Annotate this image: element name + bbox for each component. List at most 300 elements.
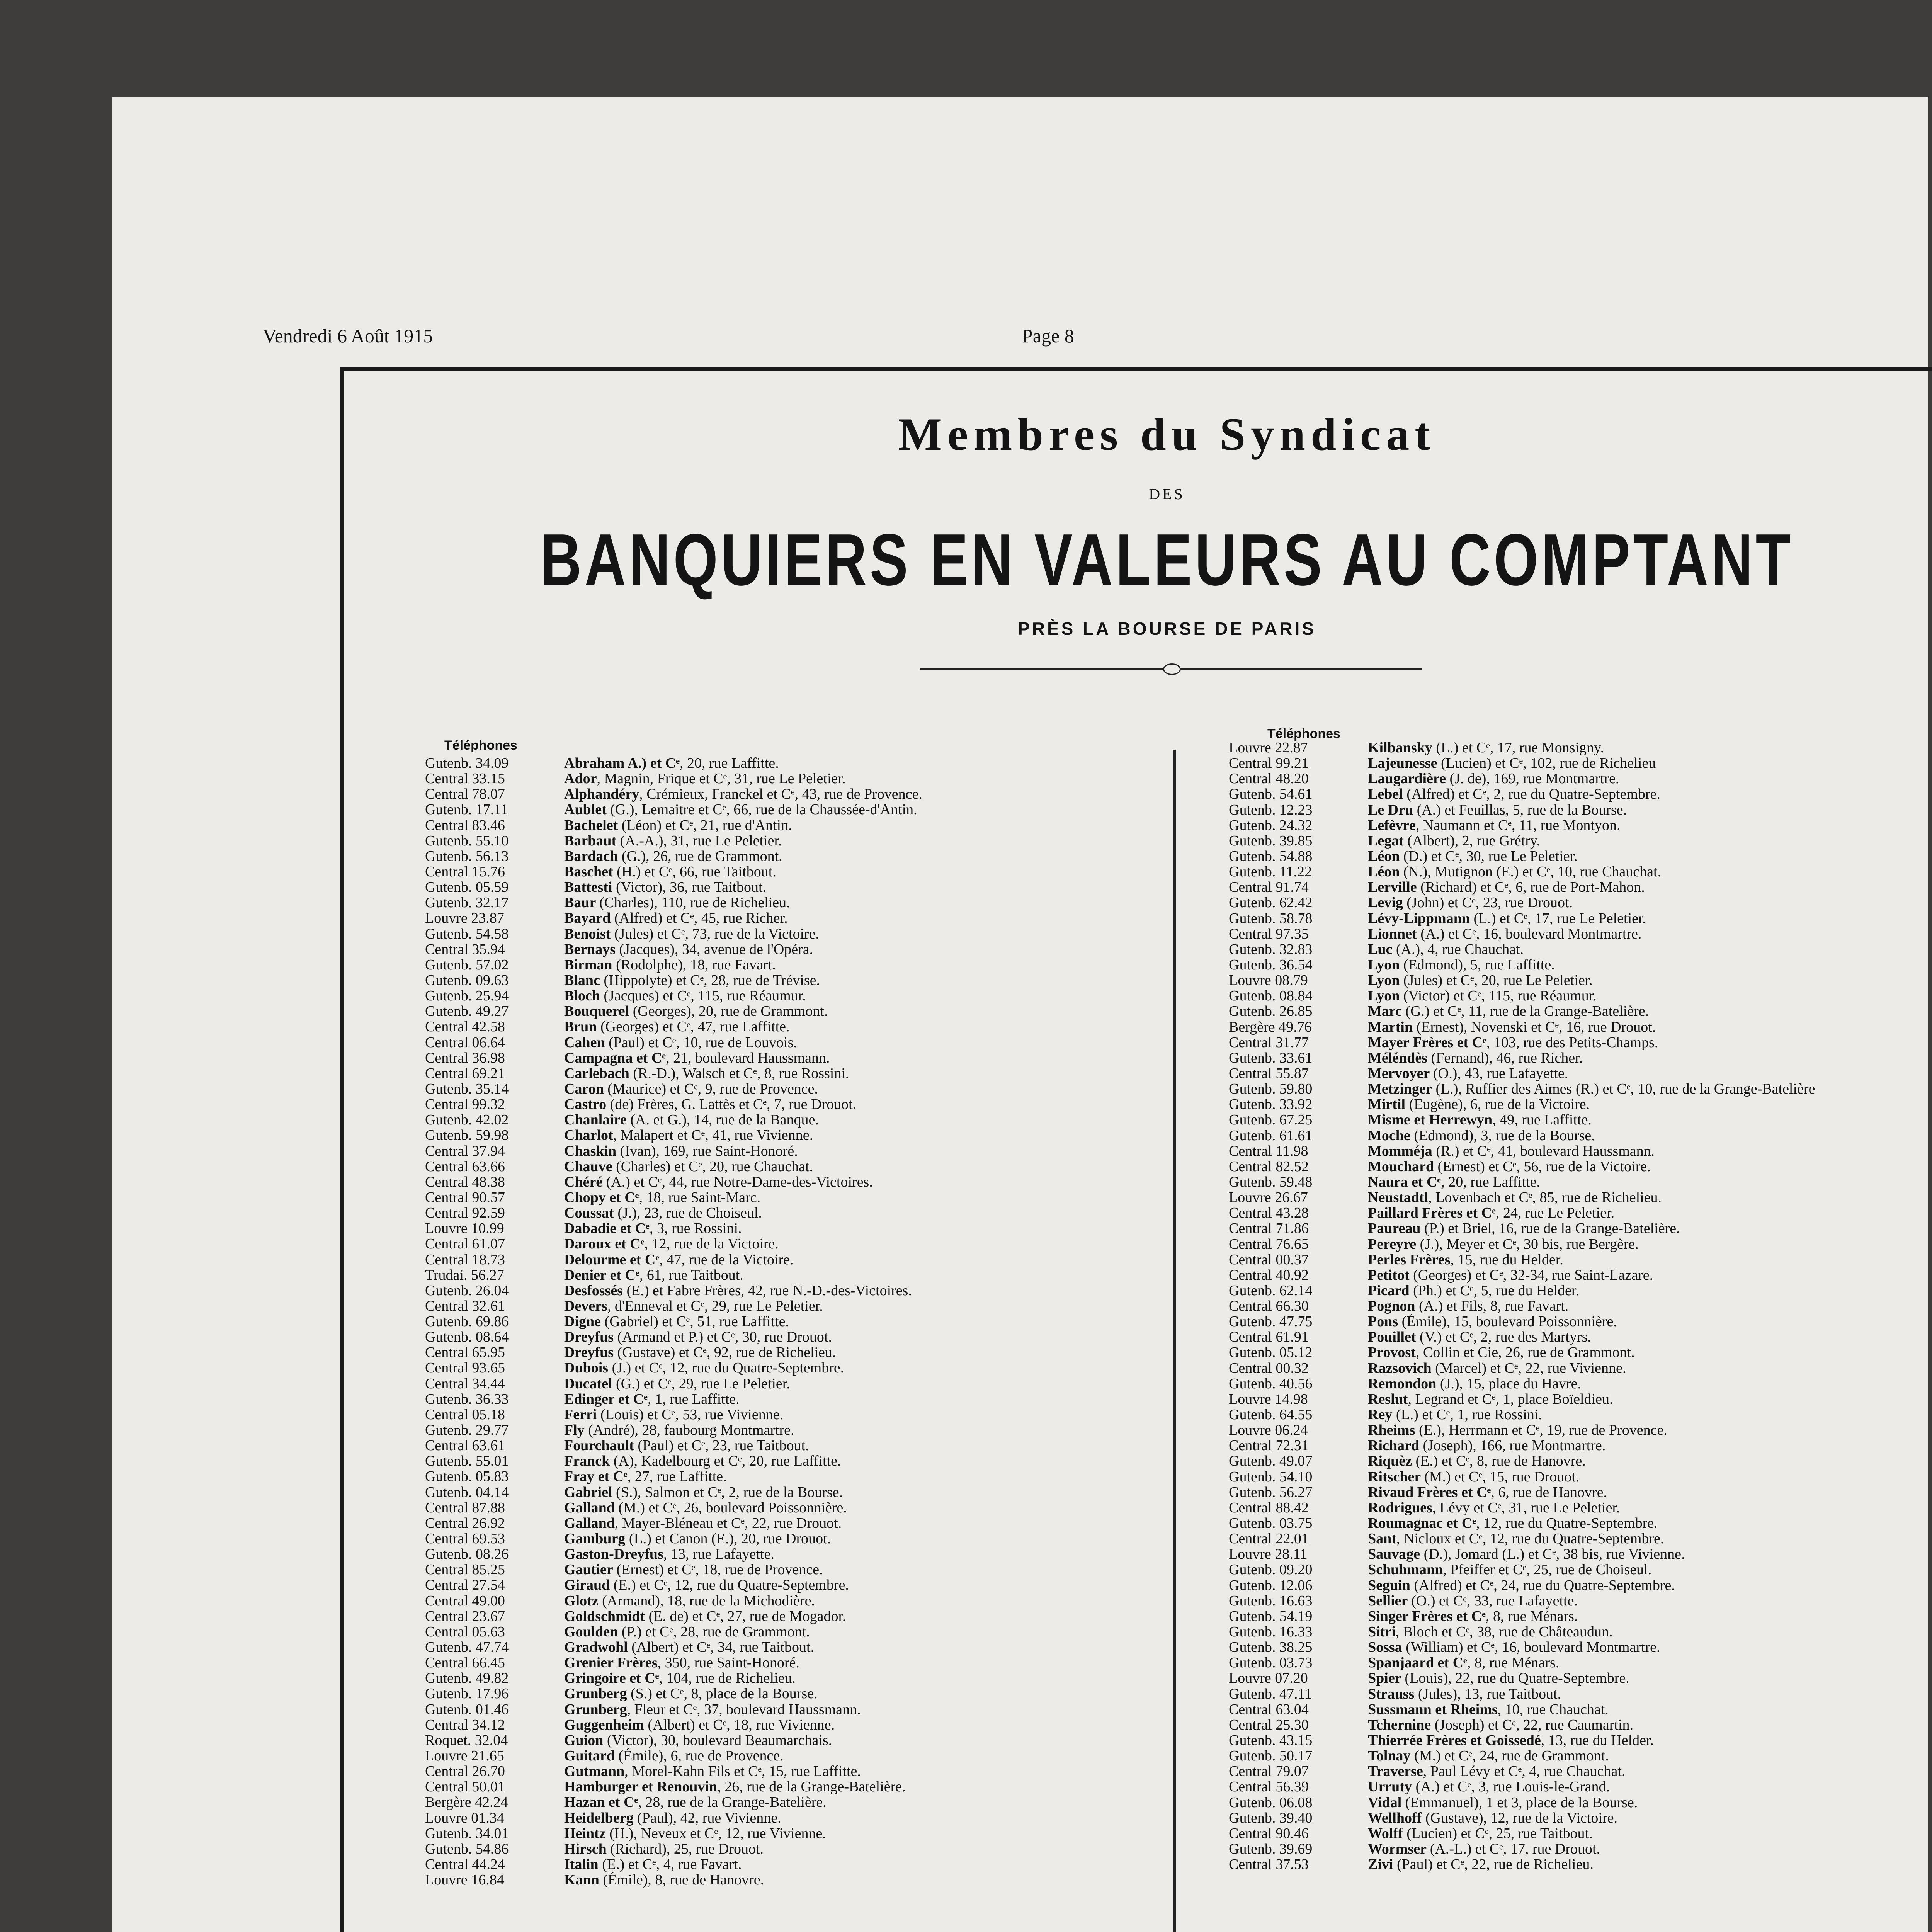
member-telephone: Central 05.18 (425, 1406, 505, 1423)
member-telephone: Gutenb. 54.88 (1229, 848, 1313, 864)
member-row (425, 1143, 1182, 1159)
member-telephone: Central 69.53 (425, 1531, 505, 1547)
member-name: Marc (G.) et Cᵉ, 11, rue de la Grange-Batelière. (1368, 1003, 1649, 1019)
member-name: Birman (Rodolphe), 18, rue Favart. (564, 957, 776, 973)
member-name: Dabadie et Cᵉ, 3, rue Rossini. (564, 1221, 742, 1236)
member-row (425, 1733, 1182, 1748)
member-row (425, 1376, 1182, 1391)
member-name: Chaskin (Ivan), 169, rue Saint-Honoré. (564, 1143, 798, 1159)
member-row (1229, 1515, 1932, 1531)
member-telephone: Central 72.31 (1229, 1438, 1309, 1454)
member-row (1229, 1438, 1932, 1453)
member-row (425, 1314, 1182, 1329)
member-telephone: Gutenb. 25.94 (425, 988, 509, 1004)
member-row (425, 833, 1182, 849)
member-telephone: Central 44.24 (425, 1856, 505, 1872)
member-row (1229, 786, 1932, 802)
member-row (1229, 1050, 1932, 1066)
member-name: Battesti (Victor), 36, rue Taitbout. (564, 879, 767, 895)
member-name: Lévy-Lippmann (L.) et Cᵉ, 17, rue Le Peletier. (1368, 910, 1646, 926)
member-name: Barbaut (A.-A.), 31, rue Le Peletier. (564, 833, 782, 849)
member-name: Legat (Albert), 2, rue Grétry. (1368, 833, 1540, 849)
member-telephone: Gutenb. 38.25 (1229, 1639, 1313, 1655)
member-name: Chéré (A.) et Cᵉ, 44, rue Notre-Dame-des-Victoires. (564, 1174, 873, 1190)
member-name: Ducatel (G.) et Cᵉ, 29, rue Le Peletier. (564, 1376, 790, 1391)
member-row (1229, 1578, 1932, 1593)
member-name: Grenier Frères, 350, rue Saint-Honoré. (564, 1655, 799, 1671)
member-telephone: Roquet. 32.04 (425, 1732, 508, 1748)
member-telephone: Central 40.92 (1229, 1267, 1309, 1283)
members-list-left (425, 755, 1182, 1888)
member-name: Sussmann et Rheims, 10, rue Chauchat. (1368, 1701, 1609, 1717)
member-telephone: Central 11.98 (1229, 1143, 1308, 1159)
member-telephone: Central 90.46 (1229, 1825, 1309, 1841)
member-telephone: Gutenb. 47.74 (425, 1639, 509, 1655)
member-row (1229, 1733, 1932, 1748)
member-row (1229, 1810, 1932, 1826)
member-telephone: Central 61.07 (425, 1236, 505, 1252)
member-telephone: Central 91.74 (1229, 879, 1309, 895)
member-telephone: Central 22.01 (1229, 1531, 1309, 1547)
member-telephone: Gutenb. 29.77 (425, 1422, 509, 1438)
member-name: Lyon (Edmond), 5, rue Laffitte. (1368, 957, 1555, 973)
member-telephone: Gutenb. 05.83 (425, 1469, 509, 1485)
member-row (1229, 1143, 1932, 1159)
member-name: Singer Frères et Cᵉ, 8, rue Ménars. (1368, 1608, 1578, 1624)
member-telephone: Central 90.57 (425, 1189, 505, 1206)
member-name: Desfossés (E.) et Fabre Frères, 42, rue N.-D.-des-Victoires. (564, 1282, 912, 1298)
member-telephone: Central 05.63 (425, 1624, 505, 1640)
member-name: Levig (John) et Cᵉ, 23, rue Drouot. (1368, 895, 1573, 911)
member-name: Gutmann, Morel-Kahn Fils et Cᵉ, 15, rue Laffitte. (564, 1764, 861, 1779)
member-telephone: Louvre 14.98 (1229, 1391, 1308, 1407)
member-row (1229, 1841, 1932, 1857)
main-heading: BANQUIERS EN VALEURS AU COMPTANT (540, 519, 1794, 601)
member-row (1229, 988, 1932, 1003)
member-telephone: Gutenb. 34.01 (425, 1825, 509, 1841)
member-row (425, 1345, 1182, 1360)
member-row (425, 1081, 1182, 1097)
member-row (1229, 1485, 1932, 1500)
member-row (425, 1221, 1182, 1236)
member-row (1229, 1826, 1932, 1841)
member-row (1229, 1128, 1932, 1143)
member-telephone: Gutenb. 33.92 (1229, 1097, 1313, 1112)
member-telephone: Gutenb. 54.61 (1229, 786, 1313, 802)
member-name: Pouillet (V.) et Cᵉ, 2, rue des Martyrs. (1368, 1329, 1591, 1345)
member-telephone: Gutenb. 62.14 (1229, 1282, 1313, 1299)
member-telephone: Gutenb. 54.86 (425, 1841, 509, 1857)
member-telephone: Gutenb. 17.96 (425, 1686, 509, 1702)
member-row (425, 771, 1182, 786)
member-name: Campagna et Cᵉ, 21, boulevard Haussmann. (564, 1050, 830, 1066)
member-name: Martin (Ernest), Novenski et Cᵉ, 16, rue Drouot. (1368, 1019, 1656, 1035)
member-row (1229, 818, 1932, 833)
member-name: Fourchault (Paul) et Cᵉ, 23, rue Taitbout. (564, 1438, 809, 1454)
member-name: Wolff (Lucien) et Cᵉ, 25, rue Taitbout. (1368, 1825, 1593, 1841)
member-telephone: Gutenb. 69.86 (425, 1314, 509, 1330)
member-row (1229, 1500, 1932, 1515)
member-name: Tolnay (M.) et Cᵉ, 24, rue de Grammont. (1368, 1748, 1609, 1764)
member-name: Fly (André), 28, faubourg Montmartre. (564, 1422, 794, 1438)
member-row (425, 1128, 1182, 1143)
member-name: Castro (de) Frères, G. Lattès et Cᵉ, 7, rue Drouot. (564, 1097, 857, 1112)
member-row (1229, 942, 1932, 957)
member-row (425, 942, 1182, 957)
member-telephone: Central 23.67 (425, 1608, 505, 1624)
member-name: Hirsch (Richard), 25, rue Drouot. (564, 1841, 764, 1857)
member-telephone: Gutenb. 06.08 (1229, 1794, 1313, 1810)
member-telephone: Gutenb. 39.69 (1229, 1841, 1313, 1857)
member-name: Denier et Cᵉ, 61, rue Taitbout. (564, 1267, 743, 1283)
member-name: Perles Frères, 15, rue du Helder. (1368, 1252, 1563, 1267)
member-name: Sellier (O.) et Cᵉ, 33, rue Lafayette. (1368, 1593, 1578, 1609)
member-name: Chauve (Charles) et Cᵉ, 20, rue Chauchat. (564, 1158, 813, 1174)
member-row (425, 1035, 1182, 1050)
member-telephone: Central 63.04 (1229, 1701, 1309, 1717)
member-name: Charlot, Malapert et Cᵉ, 41, rue Vivienne. (564, 1128, 813, 1143)
member-name: Grunberg, Fleur et Cᵉ, 37, boulevard Haussmann. (564, 1701, 861, 1717)
member-row (425, 1236, 1182, 1252)
running-date: Vendredi 6 Août 1915 (263, 325, 433, 347)
member-row (1229, 1624, 1932, 1639)
member-telephone: Gutenb. 39.40 (1229, 1810, 1313, 1826)
member-name: Laugardière (J. de), 169, rue Montmartre. (1368, 771, 1619, 787)
member-telephone: Central 48.38 (425, 1174, 505, 1190)
member-name: Zivi (Paul) et Cᵉ, 22, rue de Richelieu. (1368, 1857, 1594, 1872)
member-name: Carlebach (R.-D.), Walsch et Cᵉ, 8, rue Rossini. (564, 1065, 849, 1081)
member-row (1229, 1174, 1932, 1190)
member-row (425, 1298, 1182, 1314)
member-telephone: Central 93.65 (425, 1360, 505, 1376)
member-row (425, 1531, 1182, 1546)
member-name: Bachelet (Léon) et Cᵉ, 21, rue d'Antin. (564, 817, 792, 833)
member-name: Gautier (Ernest) et Cᵉ, 18, rue de Provence. (564, 1562, 823, 1578)
member-name: Mirtil (Eugène), 6, rue de la Victoire. (1368, 1097, 1590, 1112)
member-name: Gradwohl (Albert) et Cᵉ, 34, rue Taitbout. (564, 1639, 815, 1655)
member-row (1229, 1112, 1932, 1128)
member-row (425, 1485, 1182, 1500)
member-row (1229, 895, 1932, 910)
member-row (1229, 1019, 1932, 1035)
member-telephone: Central 66.30 (1229, 1298, 1309, 1314)
member-row (425, 1686, 1182, 1701)
member-row (425, 1097, 1182, 1112)
member-telephone: Louvre 08.79 (1229, 973, 1308, 988)
member-name: Dreyfus (Gustave) et Cᵉ, 92, rue de Richelieu. (564, 1345, 836, 1361)
member-name: Baschet (H.) et Cᵉ, 66, rue Taitbout. (564, 864, 776, 879)
member-name: Roumagnac et Cᵉ, 12, rue du Quatre-Septembre. (1368, 1515, 1658, 1531)
member-name: Lionnet (A.) et Cᵉ, 16, boulevard Montmartre. (1368, 926, 1642, 942)
member-row (1229, 1361, 1932, 1376)
member-name: Rey (L.) et Cᵉ, 1, rue Rossini. (1368, 1407, 1542, 1423)
member-telephone: Gutenb. 59.80 (1229, 1081, 1313, 1097)
page-title: Membres du Syndicat (898, 408, 1436, 460)
member-name: Lajeunesse (Lucien) et Cᵉ, 102, rue de Richelieu (1368, 755, 1656, 771)
member-telephone: Gutenb. 59.98 (425, 1128, 509, 1143)
member-telephone: Gutenb. 61.61 (1229, 1128, 1313, 1143)
member-row (1229, 1066, 1932, 1081)
member-row (1229, 1562, 1932, 1577)
member-row (1229, 1779, 1932, 1794)
telephones-label-left: Téléphones (444, 738, 517, 753)
member-telephone: Gutenb. 49.07 (1229, 1453, 1313, 1469)
member-row (425, 1205, 1182, 1221)
member-telephone: Central 00.37 (1229, 1252, 1309, 1267)
member-row (1229, 1252, 1932, 1267)
member-row (1229, 1376, 1932, 1391)
member-row (1229, 1469, 1932, 1485)
member-row (425, 864, 1182, 879)
member-name: Naura et Cᵉ, 20, rue Laffitte. (1368, 1174, 1541, 1190)
member-row (1229, 1639, 1932, 1655)
member-row (1229, 849, 1932, 864)
member-name: Spier (Louis), 22, rue du Quatre-Septembre. (1368, 1670, 1629, 1686)
member-telephone: Gutenb. 32.17 (425, 895, 509, 911)
member-name: Chanlaire (A. et G.), 14, rue de la Banque. (564, 1112, 819, 1128)
member-name: Lebel (Alfred) et Cᵉ, 2, rue du Quatre-Septembre. (1368, 786, 1660, 802)
member-telephone: Gutenb. 26.85 (1229, 1003, 1313, 1019)
member-name: Goldschmidt (E. de) et Cᵉ, 27, rue de Mogador. (564, 1608, 846, 1624)
member-row (425, 895, 1182, 910)
member-row (1229, 1422, 1932, 1438)
member-row (425, 1577, 1182, 1593)
member-row (1229, 1298, 1932, 1314)
member-row (425, 1810, 1182, 1826)
member-row (425, 1841, 1182, 1857)
member-telephone: Gutenb. 05.59 (425, 879, 509, 895)
member-telephone: Gutenb. 33.61 (1229, 1050, 1313, 1066)
member-row (1229, 802, 1932, 818)
member-name: Lerville (Richard) et Cᵉ, 6, rue de Port-Mahon. (1368, 879, 1645, 895)
member-name: Thierrée Frères et Goissedé, 13, rue du Helder. (1368, 1733, 1654, 1748)
member-telephone: Gutenb. 35.14 (425, 1081, 509, 1097)
member-row (425, 1794, 1182, 1810)
member-name: Provost, Collin et Cie, 26, rue de Grammont. (1368, 1345, 1635, 1361)
member-row (425, 1329, 1182, 1345)
member-name: Glotz (Armand), 18, rue de la Michodière. (564, 1593, 815, 1609)
member-telephone: Central 35.94 (425, 941, 505, 957)
member-telephone: Gutenb. 03.73 (1229, 1655, 1313, 1671)
member-name: Lefèvre, Naumann et Cᵉ, 11, rue Montyon. (1368, 817, 1621, 833)
member-telephone: Gutenb. 59.48 (1229, 1174, 1313, 1190)
member-telephone: Gutenb. 64.55 (1229, 1407, 1313, 1423)
member-name: Luc (A.), 4, rue Chauchat. (1368, 941, 1524, 957)
member-telephone: Gutenb. 47.75 (1229, 1314, 1313, 1330)
member-telephone: Central 83.46 (425, 817, 505, 833)
member-name: Léon (D.) et Cᵉ, 30, rue Le Peletier. (1368, 848, 1578, 864)
member-row (425, 910, 1182, 926)
member-telephone: Central 42.58 (425, 1019, 505, 1035)
member-name: Ferri (Louis) et Cᵉ, 53, rue Vivienne. (564, 1406, 784, 1422)
member-telephone: Central 43.28 (1229, 1205, 1309, 1221)
member-row (1229, 1546, 1932, 1562)
member-row (1229, 1190, 1932, 1205)
member-name: Abraham A.) et Cᵉ, 20, rue Laffitte. (564, 755, 779, 771)
member-row (1229, 1081, 1932, 1097)
member-telephone: Gutenb. 67.25 (1229, 1112, 1313, 1128)
member-row (1229, 1221, 1932, 1236)
member-row (1229, 1003, 1932, 1019)
member-row (1229, 864, 1932, 879)
member-name: Digne (Gabriel) et Cᵉ, 51, rue Laffitte. (564, 1314, 789, 1330)
member-row (425, 1174, 1182, 1190)
member-name: Tchernine (Joseph) et Cᵉ, 22, rue Caumartin. (1368, 1717, 1633, 1733)
member-telephone: Louvre 10.99 (425, 1221, 504, 1236)
member-row (425, 1624, 1182, 1639)
member-name: Pereyre (J.), Meyer et Cᵉ, 30 bis, rue Bergère. (1368, 1236, 1639, 1252)
member-name: Neustadtl, Lovenbach et Cᵉ, 85, rue de Richelieu. (1368, 1190, 1662, 1206)
member-telephone: Central 25.30 (1229, 1717, 1309, 1733)
member-telephone: Gutenb. 08.64 (425, 1329, 509, 1345)
member-name: Ritscher (M.) et Cᵉ, 15, rue Drouot. (1368, 1469, 1580, 1485)
member-name: Mervoyer (O.), 43, rue Lafayette. (1368, 1065, 1568, 1081)
member-telephone: Central 65.95 (425, 1345, 505, 1361)
column-divider (1173, 750, 1176, 1932)
member-name: Schuhmann, Pfeiffer et Cᵉ, 25, rue de Choiseul. (1368, 1562, 1652, 1578)
member-telephone: Gutenb. 54.10 (1229, 1469, 1313, 1485)
member-name: Wellhoff (Gustave), 12, rue de la Victoire. (1368, 1810, 1618, 1826)
member-name: Bardach (G.), 26, rue de Grammont. (564, 848, 782, 864)
member-telephone: Central 87.88 (425, 1500, 505, 1515)
member-name: Italin (E.) et Cᵉ, 4, rue Favart. (564, 1856, 742, 1872)
member-name: Sauvage (D.), Jomard (L.) et Cᵉ, 38 bis, rue Vivienne. (1368, 1546, 1685, 1562)
member-telephone: Central 27.54 (425, 1577, 505, 1593)
member-telephone: Central 69.21 (425, 1065, 505, 1081)
member-row (425, 1469, 1182, 1484)
member-row (425, 802, 1182, 817)
member-row (1229, 1531, 1932, 1546)
member-name: Brun (Georges) et Cᵉ, 47, rue Laffitte. (564, 1019, 790, 1035)
member-row (1229, 1748, 1932, 1764)
member-name: Lyon (Jules) et Cᵉ, 20, rue Le Peletier. (1368, 973, 1593, 988)
member-telephone: Central 26.70 (425, 1764, 505, 1779)
member-name: Devers, d'Enneval et Cᵉ, 29, rue Le Peletier. (564, 1298, 823, 1314)
member-telephone: Gutenb. 36.33 (425, 1391, 509, 1407)
member-name: Blanc (Hippolyte) et Cᵉ, 28, rue de Trévise. (564, 972, 820, 988)
member-telephone: Central 79.07 (1229, 1764, 1309, 1779)
member-telephone: Gutenb. 08.84 (1229, 988, 1313, 1004)
member-row (425, 973, 1182, 988)
member-telephone: Central 88.42 (1229, 1500, 1309, 1516)
member-telephone: Gutenb. 17.11 (425, 802, 508, 818)
member-telephone: Central 26.92 (425, 1515, 505, 1531)
member-telephone: Gutenb. 34.09 (425, 755, 509, 771)
member-name: Bernays (Jacques), 34, avenue de l'Opéra. (564, 941, 813, 957)
member-name: Hamburger et Renouvin, 26, rue de la Grange-Batelière. (564, 1779, 906, 1795)
member-name: Wormser (A.-L.) et Cᵉ, 17, rue Drouot. (1368, 1841, 1600, 1857)
member-telephone: Louvre 21.65 (425, 1748, 504, 1764)
member-name: Richard (Joseph), 166, rue Montmartre. (1368, 1438, 1606, 1454)
member-row (425, 1515, 1182, 1531)
member-row (1229, 833, 1932, 849)
member-name: Benoist (Jules) et Cᵉ, 73, rue de la Victoire. (564, 926, 820, 942)
member-telephone: Louvre 16.84 (425, 1872, 504, 1888)
member-telephone: Gutenb. 55.01 (425, 1453, 509, 1469)
member-name: Lyon (Victor) et Cᵉ, 115, rue Réaumur. (1368, 988, 1597, 1004)
member-name: Méléndès (Fernand), 46, rue Richer. (1368, 1050, 1583, 1066)
member-name: Spanjaard et Cᵉ, 8, rue Ménars. (1368, 1655, 1560, 1671)
member-telephone: Gutenb. 54.58 (425, 926, 509, 942)
member-row (425, 1066, 1182, 1081)
member-telephone: Central 56.39 (1229, 1779, 1309, 1795)
member-telephone: Gutenb. 16.33 (1229, 1624, 1313, 1640)
member-telephone: Gutenb. 58.78 (1229, 910, 1313, 926)
member-row (1229, 1283, 1932, 1298)
member-telephone: Central 49.00 (425, 1593, 505, 1609)
member-name: Pognon (A.) et Fils, 8, rue Favart. (1368, 1298, 1569, 1314)
member-telephone: Gutenb. 49.27 (425, 1003, 509, 1019)
member-row (425, 1872, 1182, 1888)
member-name: Sitri, Bloch et Cᵉ, 38, rue de Châteaudun. (1368, 1624, 1613, 1640)
member-telephone: Gutenb. 47.11 (1229, 1686, 1312, 1702)
member-name: Misme et Herrewyn, 49, rue Laffitte. (1368, 1112, 1592, 1128)
member-row (425, 1407, 1182, 1422)
member-name: Aublet (G.), Lemaitre et Cᵉ, 66, rue de la Chaussée-d'Antin. (564, 802, 917, 818)
member-name: Guggenheim (Albert) et Cᵉ, 18, rue Vivienne. (564, 1717, 835, 1733)
member-row (1229, 1407, 1932, 1422)
member-telephone: Gutenb. 04.14 (425, 1484, 509, 1500)
member-row (1229, 740, 1932, 755)
member-name: Coussat (J.), 23, rue de Choiseul. (564, 1205, 762, 1221)
member-name: Galland, Mayer-Bléneau et Cᵉ, 22, rue Drouot. (564, 1515, 842, 1531)
member-telephone: Central 33.15 (425, 771, 505, 787)
member-telephone: Central 71.86 (1229, 1221, 1309, 1236)
member-name: Ador, Magnin, Frique et Cᵉ, 31, rue Le Peletier. (564, 771, 846, 787)
member-row (425, 1190, 1182, 1205)
member-row (1229, 1764, 1932, 1779)
member-row (425, 1764, 1182, 1779)
member-row (425, 879, 1182, 895)
member-telephone: Central 78.07 (425, 786, 505, 802)
member-telephone: Louvre 28.11 (1229, 1546, 1308, 1562)
member-telephone: Gutenb. 12.23 (1229, 802, 1313, 818)
member-name: Fray et Cᵉ, 27, rue Laffitte. (564, 1469, 727, 1485)
member-telephone: Central 00.32 (1229, 1360, 1309, 1376)
member-telephone: Central 48.20 (1229, 771, 1309, 787)
member-row (425, 988, 1182, 1003)
member-telephone: Central 66.45 (425, 1655, 505, 1671)
member-telephone: Central 99.32 (425, 1097, 505, 1112)
member-name: Franck (A), Kadelbourg et Cᵉ, 20, rue Laffitte. (564, 1453, 841, 1469)
member-name: Sossa (William) et Cᵉ, 16, boulevard Montmartre. (1368, 1639, 1660, 1655)
member-row (425, 1748, 1182, 1764)
member-name: Razsovich (Marcel) et Cᵉ, 22, rue Vivienne. (1368, 1360, 1626, 1376)
member-row (425, 1500, 1182, 1515)
member-row (425, 1267, 1182, 1283)
member-name: Rivaud Frères et Cᵉ, 6, rue de Hanovre. (1368, 1484, 1607, 1500)
member-row (1229, 879, 1932, 895)
member-row (425, 1112, 1182, 1128)
ornament-icon (1163, 663, 1181, 675)
member-row (425, 1252, 1182, 1267)
member-row (1229, 1609, 1932, 1624)
member-telephone: Louvre 26.67 (1229, 1190, 1308, 1206)
member-telephone: Central 06.64 (425, 1034, 505, 1050)
member-telephone: Gutenb. 09.20 (1229, 1562, 1313, 1578)
member-row (425, 1593, 1182, 1609)
member-telephone: Gutenb. 03.75 (1229, 1515, 1313, 1531)
member-row (425, 849, 1182, 864)
member-name: Riquèz (E.) et Cᵉ, 8, rue de Hanovre. (1368, 1453, 1586, 1469)
member-row (1229, 1857, 1932, 1872)
member-name: Kilbansky (L.) et Cᵉ, 17, rue Monsigny. (1368, 740, 1604, 755)
member-row (425, 1453, 1182, 1469)
member-name: Rodrigues, Lévy et Cᵉ, 31, rue Le Peletier. (1368, 1500, 1620, 1515)
member-telephone: Trudai. 56.27 (425, 1267, 504, 1283)
member-name: Pons (Émile), 15, boulevard Poissonnière. (1368, 1314, 1617, 1330)
member-row (1229, 1795, 1932, 1810)
